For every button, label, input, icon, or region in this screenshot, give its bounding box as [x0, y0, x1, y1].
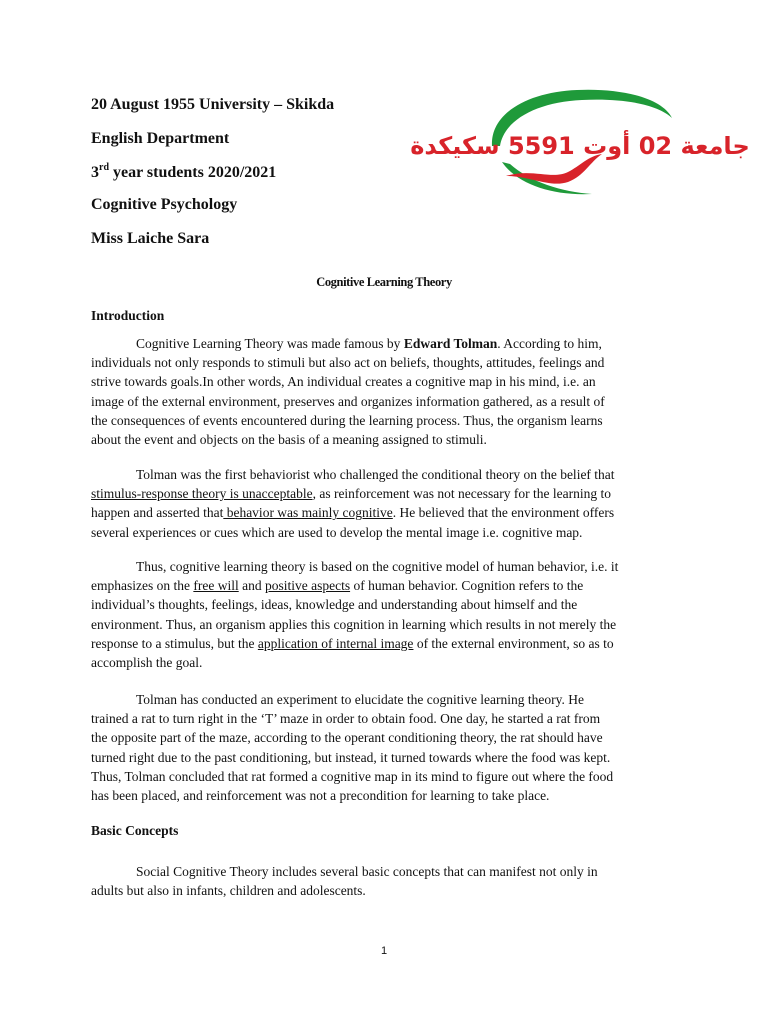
- text-line: has been placed, and reinforcement was not a precondition for learning to take place.: [91, 787, 550, 803]
- year-text: year students 2020/2021: [109, 164, 277, 181]
- intro-paragraph-4: [91, 690, 678, 805]
- year-number: 3: [91, 164, 99, 181]
- text-line: about the event and objects on the basis of a meaning assigned to stimuli.: [91, 431, 487, 447]
- text-line: image of the external environment, preserves and organizes information gathered, as a result of: [91, 393, 605, 409]
- text-line: Thus, cognitive learning theory is based on the cognitive model of human behavior, i.e. it: [136, 559, 619, 574]
- year-ordinal-suffix: rd: [99, 161, 109, 173]
- basic-concepts-heading: Basic Concepts: [91, 823, 179, 838]
- underlined-phrase: positive aspects: [264, 578, 351, 594]
- underlined-phrase: behavior was mainly cognitive: [223, 505, 393, 521]
- text-line: strive towards goals.In other words, An individual creates a cognitive map in his mind, i.e. an: [91, 374, 596, 390]
- university-name: 20 August 1955 University – Skikda: [91, 96, 335, 113]
- text-line: emphasizes on the free will and positive aspects of human behavior. Cognition refers to the: [91, 578, 584, 594]
- text-line: Thus, Tolman concluded that rat formed a cognitive map in its mind to figure out where the food: [91, 768, 614, 784]
- text-line: happen and asserted that behavior was mainly cognitive. He believed that the environment offers: [91, 505, 615, 521]
- text-line: trained a rat to turn right in the ‘T’ maze in order to obtain food. One day, he started a rat from: [91, 711, 601, 727]
- text-line: response to a stimulus, but the application of internal image of the external environment, so as to: [91, 635, 614, 651]
- university-logo: [410, 84, 750, 202]
- intro-paragraph-2: [91, 465, 678, 542]
- introduction-heading: Introduction: [91, 308, 165, 323]
- text-line: environment. Thus, an organism applies this cognition in learning which results in not merely the: [91, 616, 617, 632]
- department-name: English Department: [91, 130, 230, 147]
- text-line: Tolman has conducted an experiment to elucidate the cognitive learning theory. He: [136, 692, 585, 707]
- text-line: turned right due to the past conditioning, but instead, it turned towards where the food was kept.: [91, 749, 611, 765]
- document-title: Cognitive Learning Theory: [316, 275, 452, 289]
- basic-concepts-paragraph-1: [91, 862, 678, 900]
- logo-arabic-text: جامعة 20 أوت 1955 سكيكدة: [410, 132, 750, 160]
- intro-paragraph-3: [91, 557, 678, 672]
- text-line: Social Cognitive Theory includes several basic concepts that can manifest not only in: [136, 864, 598, 879]
- text-line: stimulus-response theory is unacceptable, as reinforcement was not necessary for the learning to: [91, 486, 611, 502]
- text-line: adults but also in infants, children and adolescents.: [91, 883, 366, 899]
- text-line: Cognitive Learning Theory was made famous by Edward Tolman. According to him,: [136, 336, 602, 351]
- underlined-phrase: stimulus-response theory is unacceptable: [91, 486, 313, 502]
- text-line: several experiences or cues which are used to develop the mental image i.e. cognitive map.: [91, 524, 583, 540]
- module-name: Cognitive Psychology: [91, 196, 238, 213]
- page-number: 1: [380, 945, 388, 957]
- text-line: the opposite part of the maze, according to the operant conditioning theory, the rat should have: [91, 730, 603, 746]
- student-year: [91, 163, 276, 183]
- underlined-phrase: free will: [193, 578, 239, 594]
- text-line: Tolman was the first behaviorist who challenged the conditional theory on the belief that: [136, 467, 615, 482]
- text-line: the consequences of events encountered during the learning process. Thus, the organism learns: [91, 412, 603, 428]
- teacher-name: Miss Laiche Sara: [91, 230, 210, 247]
- author-name: Edward Tolman: [403, 336, 498, 351]
- text-line: individual’s thoughts, feelings, ideas, knowledge and understanding about himself and the: [91, 597, 578, 613]
- intro-paragraph-1: [91, 334, 678, 449]
- text-line: accomplish the goal.: [91, 654, 203, 670]
- text-line: individuals not only responds to stimuli but also act on beliefs, thoughts, attitudes, feelings and: [91, 355, 605, 371]
- underlined-phrase: application of internal image: [257, 635, 414, 651]
